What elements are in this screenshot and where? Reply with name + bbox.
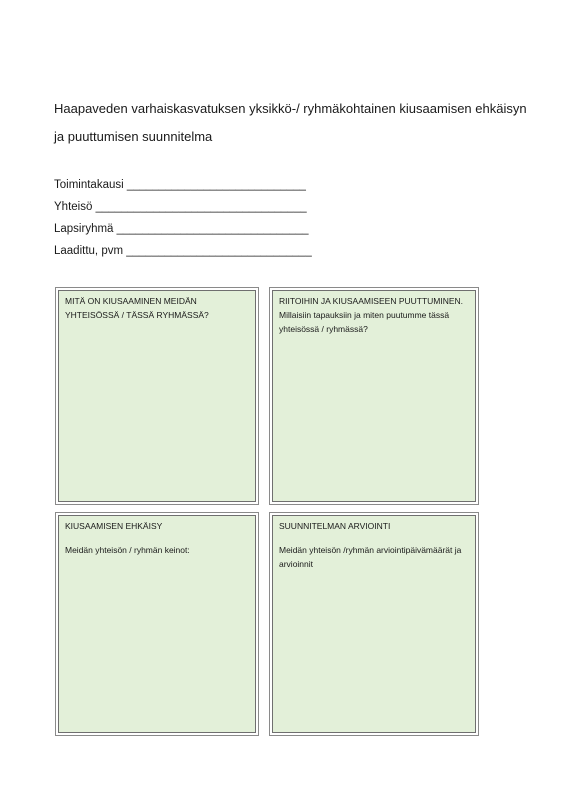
field-line: _____________________________ bbox=[126, 245, 312, 257]
box-subtext: Meidän yhteisön /ryhmän arviointipäivämäärät ja arvioinnit bbox=[279, 545, 462, 569]
box-subtext: Meidän yhteisön / ryhmän keinot: bbox=[65, 545, 190, 555]
box-heading: MITÄ ON KIUSAAMINEN MEIDÄN YHTEISÖSSÄ / TÄSSÄ RYHMÄSSÄ? bbox=[65, 296, 209, 320]
box-bullying-definition[interactable] bbox=[58, 290, 256, 502]
field-label: Yhteisö bbox=[54, 201, 93, 213]
document-title bbox=[54, 95, 554, 151]
box-evaluation[interactable] bbox=[272, 515, 476, 733]
box-intervention[interactable] bbox=[272, 290, 476, 502]
field-line: ______________________________ bbox=[116, 223, 309, 235]
field-lapsiryhma[interactable] bbox=[54, 218, 312, 240]
field-line: ____________________________ bbox=[126, 179, 306, 191]
box-heading: RIITOIHIN JA KIUSAAMISEEN PUUTTUMINEN. bbox=[279, 296, 464, 306]
field-label: Toimintakausi bbox=[54, 179, 124, 191]
box-prevention[interactable] bbox=[58, 515, 256, 733]
field-line: _________________________________ bbox=[95, 201, 307, 213]
field-label: Lapsiryhmä bbox=[54, 223, 114, 235]
header-fields bbox=[54, 174, 312, 262]
field-yhteiso[interactable] bbox=[54, 196, 312, 218]
box-heading: KIUSAAMISEN EHKÄISY bbox=[65, 521, 163, 531]
field-toimintakausi[interactable] bbox=[54, 174, 312, 196]
box-subtext: Millaisiin tapauksiin ja miten puutumme tässä yhteisössä / ryhmässä? bbox=[279, 310, 450, 334]
field-laadittu-pvm[interactable] bbox=[54, 240, 312, 262]
box-heading: SUUNNITELMAN ARVIOINTI bbox=[279, 521, 391, 531]
document-title-line-1: Haapaveden varhaiskasvatuksen yksikkö-/ ryhmäkohtainen kiusaamisen ehkäisyn bbox=[54, 101, 527, 116]
field-label: Laadittu, pvm bbox=[54, 245, 124, 257]
document-title-line-2: ja puuttumisen suunnitelma bbox=[54, 129, 213, 144]
